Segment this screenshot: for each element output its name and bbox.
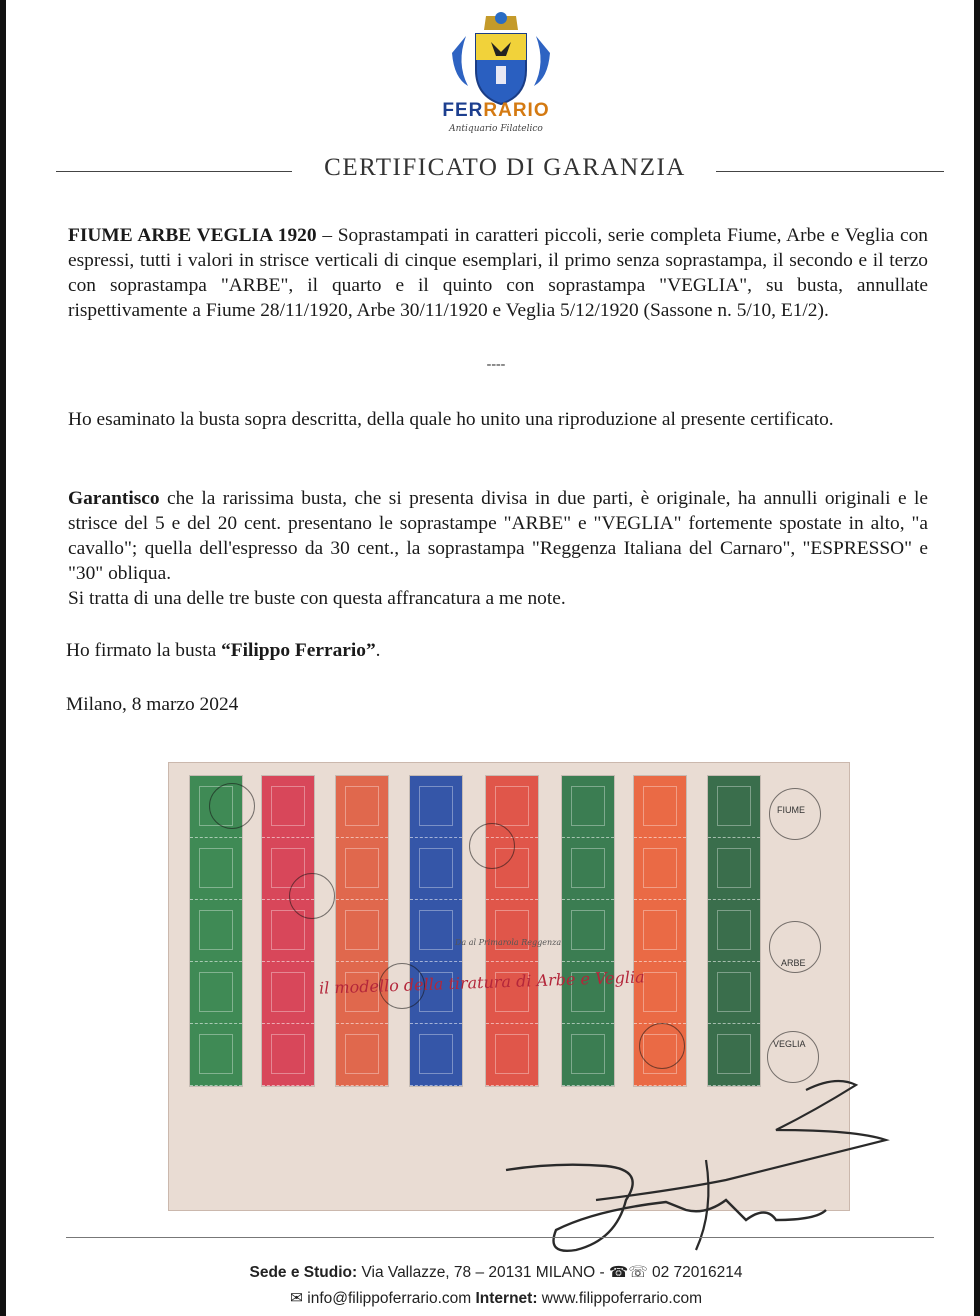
guarantee-text: che la rarissima busta, che si presenta divisa in due parti, è originale, ha annulli originali e le strisce del 5 e del 20 cent. presentano le soprastampe "ARBE" e "VEGLIA" fortemente spostate in alto, "a cavallo"; quella dell'espresso da 30 cent., la soprastampa "Reggenza Italiana del Carnaro", "ESPRESSO" e "30" obliqua. [68,488,928,584]
address-text: Via Vallazze, 78 – 20131 MILANO - ☎☏ 02 72016214 [357,1264,743,1281]
title-rule-right [716,171,944,172]
handwritten-note: il modello della tiratura di Arbe e Veglia [318,967,645,998]
stamp [708,900,760,962]
stamp [634,776,686,838]
signed-suffix: . [375,640,381,661]
stamp [410,1024,462,1086]
postmark-label-veglia: VEGLIA [773,1039,806,1049]
postmark [289,873,335,919]
stamp [336,776,388,838]
postmark [639,1023,685,1069]
brand-tagline: Antiquario Filatelico [449,124,543,134]
email-icon: ✉ [289,1290,303,1307]
stamp [190,900,242,962]
stamp [634,900,686,962]
signer-name: “Filippo Ferrario” [221,640,376,661]
website-link[interactable]: www.filippoferrario.com [537,1290,703,1307]
item-description-text: – Soprastampati in caratteri piccoli, serie completa Fiume, Arbe e Veglia con espressi, tutti i valori in strisce verticali di cinque esemplari, il primo senza soprastampa, il secondo e il terzo con soprastampa "ARBE", il quarto e il quinto con soprastampa "VEGLIA", su busta, annullate rispettivamente a Fiume 28/11/1920, Arbe 30/11/1920 e Veglia 5/12/1920 (Sassone n. 5/10, E1/2). [68,225,928,321]
guarantee-lead: Garantisco [68,488,160,509]
certificate-title: CERTIFICATO DI GARANZIA [324,154,686,181]
footer-rule [66,1237,934,1238]
handwritten-signature [476,1070,946,1270]
stamp-strip-8 [707,775,761,1087]
examined-statement: Ho esaminato la busta sopra descritta, della quale ho unito una riproduzione al presente certificato. [68,409,834,430]
brand-name [6,100,980,122]
email-link[interactable]: info@filippoferrario.com [302,1290,476,1307]
stamp [262,776,314,838]
guarantee-statement [68,486,928,611]
stamp [634,838,686,900]
stamp [336,838,388,900]
stamp-strip-5 [485,775,539,1087]
address-label: Sede e Studio: [249,1264,358,1281]
postmark-label-arbe: ARBE [781,958,806,968]
postmark [469,823,515,869]
stamp [562,900,614,962]
postmark-label-fiume: FIUME [777,805,805,815]
brand-name-part-2: RARIO [483,100,550,121]
stamp [708,838,760,900]
stamp [410,776,462,838]
signed-statement [66,640,381,662]
stamp [562,838,614,900]
stamp [190,838,242,900]
stamp [336,900,388,962]
stamp-strip-2 [261,775,315,1087]
guarantee-note: Si tratta di una delle tre buste con questa affrancatura a me note. [68,588,566,609]
stamp [262,962,314,1024]
footer-address [6,1263,980,1282]
stamp [262,1024,314,1086]
stamp [708,776,760,838]
stamp [486,900,538,962]
web-label: Internet: [475,1290,538,1307]
footer-contacts [6,1289,980,1308]
stamp-strip-4 [409,775,463,1087]
stamp [410,900,462,962]
stamp [190,962,242,1024]
place-date: Milano, 8 marzo 2024 [66,694,239,715]
signed-prefix: Ho firmato la busta [66,640,222,661]
stamp [708,962,760,1024]
stamp [190,1024,242,1086]
stamp [410,838,462,900]
brand-name-part-1: FER [442,100,484,121]
item-heading: FIUME ARBE VEGLIA 1920 [68,225,317,246]
stamp [562,776,614,838]
pencil-note: Da al Primarola Reggenza [455,938,562,947]
stamp-strip-3 [335,775,389,1087]
stamp [336,1024,388,1086]
stamp-strip-6 [561,775,615,1087]
section-separator: ---- [486,357,506,372]
item-description [68,223,928,323]
postmark [209,783,255,829]
